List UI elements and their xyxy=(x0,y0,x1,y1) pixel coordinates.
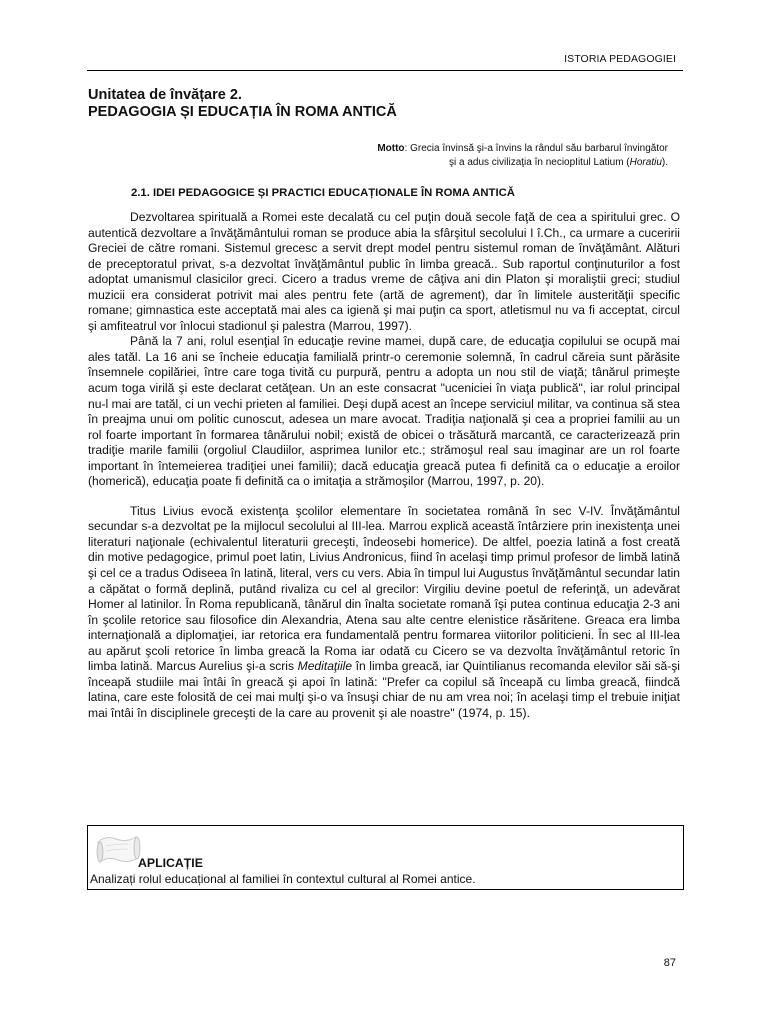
motto-author: Horatiu xyxy=(629,157,662,168)
paragraph-3-part-2: în limba greacă, iar Quintilianus recomanda elevilor săi să-şi înceapă studiile mai întâi în greacă şi apoi în latină: "Prefer ca copilul să înceapă cu limba greacă, fiindcă latina, care este folosită de cei mai mulţi şi-o va însuşi chiar de nu am vrea noi; în acelaşi timp el trebuie iniţiat mai întâi în disciplinele greceşti de la care au provenit şi ale noastre" (1974, p. 15). xyxy=(88,659,680,720)
body-text xyxy=(88,210,680,722)
scroll-icon xyxy=(94,832,142,870)
section-heading: 2.1. IDEI PEDAGOGICE ȘI PRACTICI EDUCAȚIONALE ÎN ROMA ANTICĂ xyxy=(131,187,515,199)
motto-line-2 xyxy=(308,156,668,170)
running-header-title: ISTORIA PEDAGOGIEI xyxy=(564,53,676,65)
paragraph-2: Până la 7 ani, rolul esenţial în educaţie revine mamei, după care, de educaţia copilului se ocupă mai ales tatăl. La 16 ani se încheie educaţia familială printr-o ceremonie solemnă, în cadrul căreia sunt părăsite însemnele copilăriei, între care toga tivită cu purpură, pentru a adopta un nou stil de viaţă; tânărul primeşte acum toga virilă şi este declarat cetăţean. Un an este consacrat "uceniciei în viaţa publică", iar rolul principal nu-l mai are tatăl, ci un vechi prieten al familiei. Deşi după acest an începe serviciul militar, va continua să stea în preajma unui om politic cunoscut, adesea un mare avocat. Tradiţia naţională şi cea a propriei familii au un rol foarte important în formarea tânărului nobil; există de obicei o trăsătură marcantă, ce caracterizează prin tradiţie marile familii (orgoliul Claudiilor, asprimea Iunilor etc.; strămoşul real sau imaginar are un rol foarte important în întemeierea tradiţiei unei familii); dacă educaţia greacă putea fi definită ca o educaţie a eroilor (homerică), educaţia poate fi definită ca o imitaţia a strămoşilor (Marrou, 1997, p. 20). xyxy=(88,334,680,489)
unit-title-block xyxy=(88,87,397,121)
unit-title: PEDAGOGIA ȘI EDUCAȚIA ÎN ROMA ANTICĂ xyxy=(88,104,397,120)
motto-line-1 xyxy=(308,142,668,156)
paragraph-3 xyxy=(88,504,680,722)
page-number: 87 xyxy=(663,957,676,969)
motto-block xyxy=(308,142,668,170)
motto-text-3: ). xyxy=(661,157,668,168)
paragraph-3-part-1: Titus Livius evocă existenţa şcolilor elementare în societatea română în sec V-IV. Învăţământul secundar s-a dezvoltat pe la mijlocul secolului al III-lea. Marrou explică această întârziere prin inexistenţa unei literaturi naţionale (echivalentul literaturii greceşti, îndeosebi homerice). De altfel, poezia latină a fost creată din motive pedagogice, primul poet latin, Livius Andronicus, fiind în acelaşi timp primul profesor de limbă latină şi cel ce a tradus Odiseea în latină, literal, vers cu vers. Abia în timpul lui Augustus învăţământul secundar latin a căpătat o formă deplină, putând rivaliza cu cel al grecilor: Virgiliu devine poetul de referinţă, un adevărat Homer al latinilor. În Roma republicană, tânărul din înalta societate romană îşi putea continua educaţia 2-3 ani în şcolile retorice sau filosofice din Alexandria, Atena sau alte centre elenistice răsăritene. Greaca era limba internaţională a diplomaţiei, iar retorica era fundamentală pentru formarea viitorilor politicieni. În sec al III-lea au apărut şcoli retorice în limba greacă la Roma iar odată cu Cicero se va dezvolta învăţământul retoric în limba latină. Marcus Aurelius şi-a scris xyxy=(88,503,680,674)
motto-label: Motto xyxy=(377,143,405,154)
paragraph-3-italic: Meditaţiile xyxy=(297,659,353,674)
application-text: Analizați rolul educațional al familiei în contextul cultural al Romei antice. xyxy=(90,872,476,886)
motto-text-2: şi a adus civilizaţia în neciopIitul Latium ( xyxy=(449,157,630,168)
unit-label: Unitatea de învățare 2. xyxy=(88,87,242,103)
motto-text-1: : Grecia învinsă şi-a învins la rândul său barbarul învingător xyxy=(404,143,668,154)
header-divider xyxy=(87,70,683,71)
application-box xyxy=(87,825,684,890)
application-label: APLICAȚIE xyxy=(138,856,203,870)
paragraph-1: Dezvoltarea spirituală a Romei este decalată cu cel puţin două secole faţă de cea a spiritului grec. O autentică dezvoltare a învăţământului roman se produce abia la sfârşitul secolului I î.Ch., ca urmare a cuceririi Greciei de către romani. Sistemul grecesc a servit drept model pentru sistemul roman de învăţământ. Alături de preceptoratul privat, s-a dezvoltat învăţământul public în limba greacă.. Sub raportul conţinuturilor a fost adoptat umanismul clasicilor greci. Cicero a tradus vreme de câţiva ani din Platon şi moraliştii greci; studiul muzicii era considerat potrivit mai ales pentru fete (artă de agrement), dar în limitele austerităţii specific romane; gimnastica este acceptată mai ales ca igienă şi mai puţin ca sport, atletismul nu va fi acceptat, circul şi amfiteatrul vor înlocui stadionul şi palestra (Marrou, 1997). xyxy=(88,210,680,333)
